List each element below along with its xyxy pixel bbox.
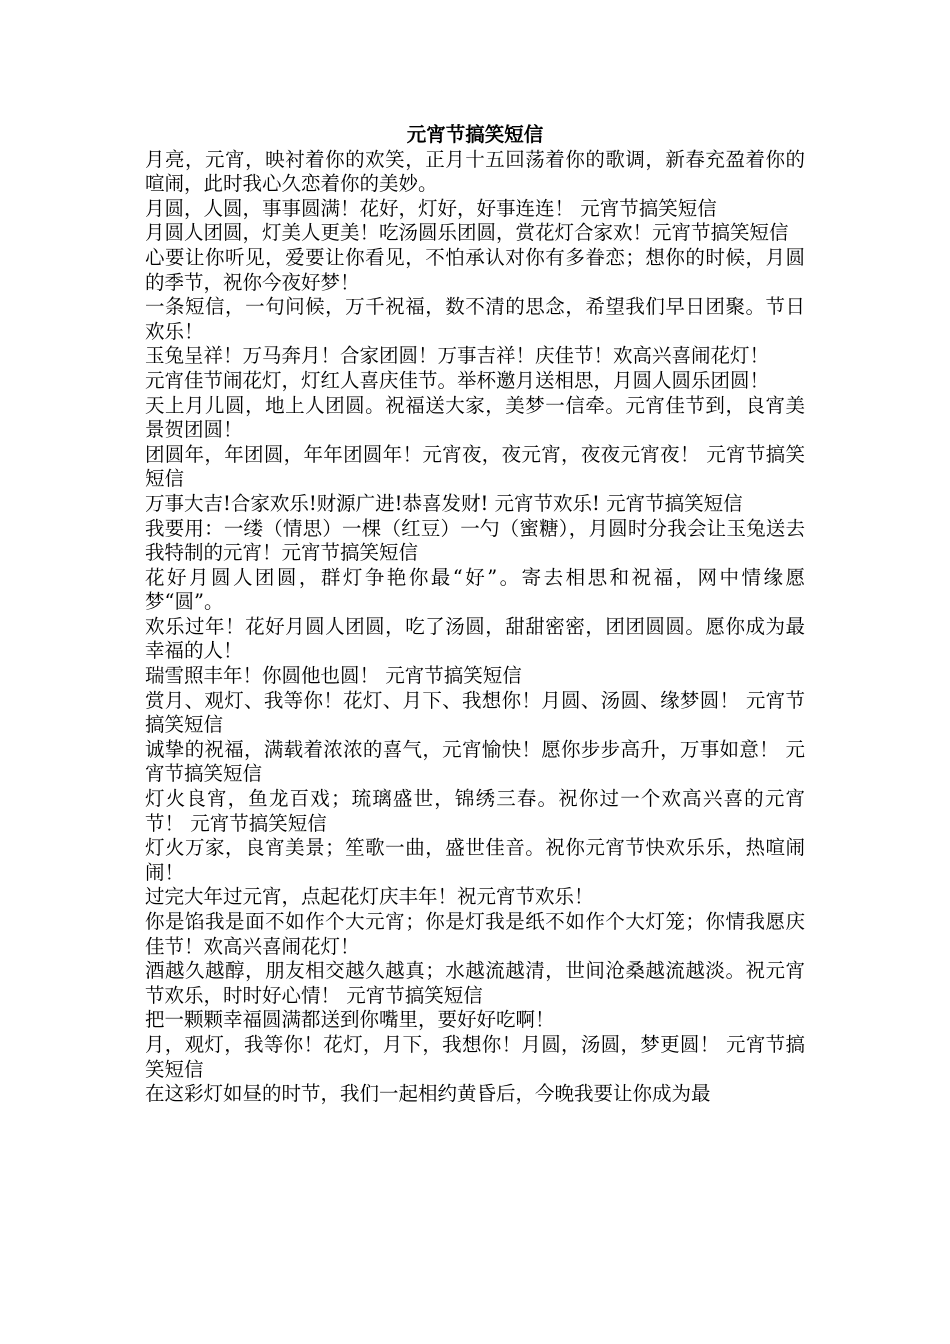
paragraph: 元宵佳节闹花灯，灯红人喜庆佳节。举杯邀月送相思，月圆人圆乐团圆！ (145, 368, 770, 392)
paragraph: 赏月、观灯、我等你！花灯、月下、我想你！月圆、汤圆、缘梦圆！ 元宵节搞笑短信 (145, 688, 805, 737)
paragraph: 月圆，人圆，事事圆满！花好，灯好，好事连连！ 元宵节搞笑短信 (145, 196, 717, 220)
paragraph: 月亮，元宵，映衬着你的欢笑，正月十五回荡着你的歌调，新春充盈着你的喧闹，此时我心久恋着你的美妙。 (145, 147, 805, 196)
paragraph: 把一颗颗幸福圆满都送到你嘴里，要好好吃啊！ (145, 1008, 555, 1032)
paragraph: 团圆年，年团圆，年年团圆年！元宵夜，夜元宵，夜夜元宵夜！ 元宵节搞笑短信 (145, 442, 805, 491)
paragraph: 过完大年过元宵，点起花灯庆丰年！祝元宵节欢乐！ (145, 885, 594, 909)
paragraph: 你是馅我是面不如作个大元宵；你是灯我是纸不如作个大灯笼；你情我愿庆佳节！欢高兴喜闹花灯！ (145, 910, 805, 958)
paragraph: 灯火万家，良宵美景；笙歌一曲，盛世佳音。祝你元宵节快欢乐乐，热喧闹闹！ (145, 836, 805, 884)
paragraph: 瑞雪照丰年！你圆他也圆！ 元宵节搞笑短信 (145, 664, 522, 688)
paragraph: 在这彩灯如昼的时节，我们一起相约黄昏后，今晚我要让你成为最 (145, 1082, 711, 1106)
paragraph: 玉兔呈祥！万马奔月！合家团圆！万事吉祥！庆佳节！欢高兴喜闹花灯！ (145, 344, 770, 368)
document-title: 元宵节搞笑短信 (406, 123, 544, 146)
paragraph: 诚挚的祝福，满载着浓浓的喜气，元宵愉快！愿你步步高升，万事如意！ 元宵节搞笑短信 (145, 737, 805, 786)
paragraph: 酒越久越醇，朋友相交越久越真；水越流越清，世间沧桑越流越淡。祝元宵节欢乐，时时好心情！ 元宵节搞笑短信 (145, 959, 805, 1007)
paragraph: 心要让你听见，爱要让你看见，不怕承认对你有多眷恋；想你的时候，月圆的季节，祝你今夜好梦！ (145, 245, 805, 294)
paragraph: 天上月儿圆，地上人团圆。祝福送大家，美梦一信牵。元宵佳节到，良宵美景贺团圆！ (145, 393, 805, 442)
paragraph: 灯火良宵，鱼龙百戏；琉璃盛世，锦绣三春。祝你过一个欢高兴喜的元宵节！ 元宵节搞笑短信 (145, 787, 805, 835)
paragraph: 月圆人团圆，灯美人更美！吃汤圆乐团圆，赏花灯合家欢！元宵节搞笑短信 (145, 221, 789, 245)
document-body (145, 123, 805, 1107)
paragraph: 欢乐过年！花好月圆人团圆，吃了汤圆，甜甜密密，团团圆圆。愿你成为最幸福的人！ (145, 614, 805, 663)
paragraph: 花好月圆人团圆，群灯争艳你最“好”。寄去相思和祝福，网中情缘愿梦“圆”。 (145, 565, 805, 614)
paragraph: 我要用：一缕（情思）一棵（红豆）一勺（蜜糖），月圆时分我会让玉兔送去我特制的元宵！元宵节搞笑短信 (145, 516, 805, 565)
paragraph: 一条短信，一句问候，万千祝福，数不清的思念，希望我们早日团聚。节日欢乐！ (145, 295, 805, 343)
paragraph: 月，观灯，我等你！花灯，月下，我想你！月圆，汤圆，梦更圆！ 元宵节搞笑短信 (145, 1032, 805, 1081)
paragraph: 万事大吉!合家欢乐!财源广进!恭喜发财! 元宵节欢乐! 元宵节搞笑短信 (145, 491, 743, 515)
